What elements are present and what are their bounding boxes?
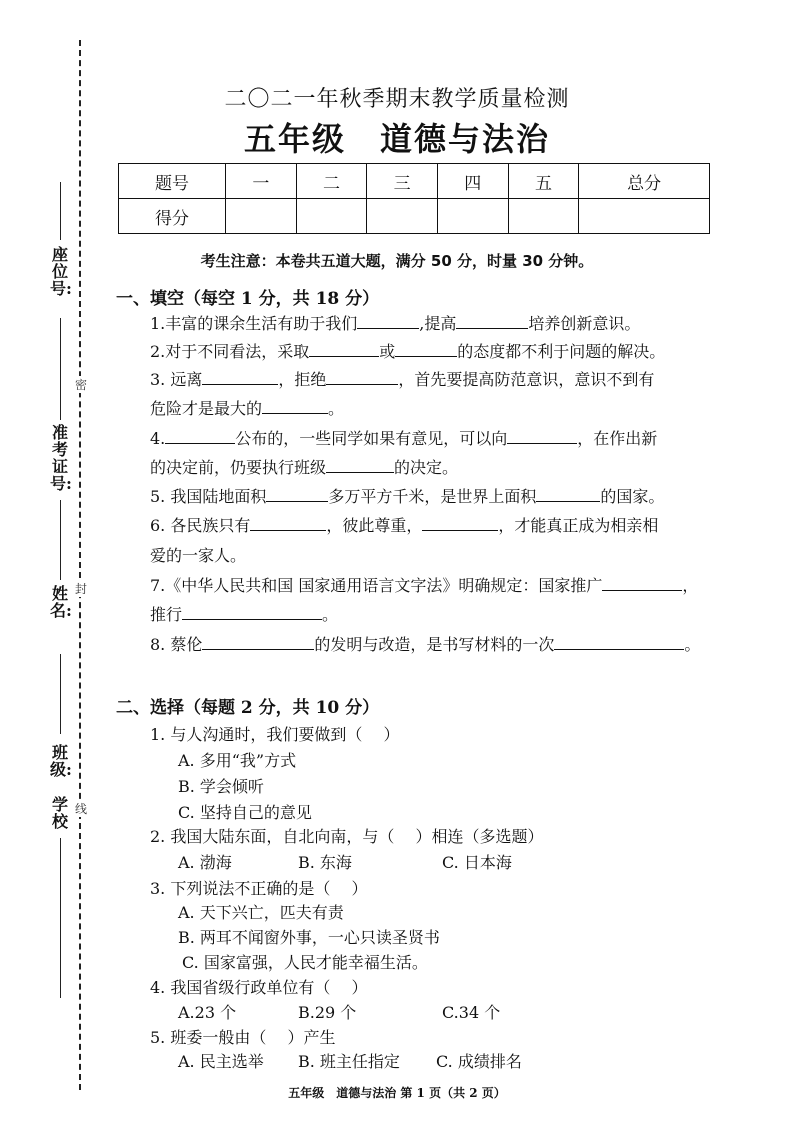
section2-heading: 二、选择（每题 2 分，共 10 分） [116,698,380,718]
seal-char-feng: 封 [74,582,87,596]
fill-question-6 [150,513,658,536]
section1-heading: 一、填空（每空 1 分，共 18 分） [116,289,380,309]
question-text: ，在作出新 [577,429,658,448]
score-table-header-row [119,164,710,199]
question-text: 培养创新意识。 [528,314,641,333]
answer-blank[interactable] [266,487,328,502]
fill-question-1 [150,311,640,334]
question-text: 。 [684,635,701,654]
choice-option[interactable]: A. 渤海 [178,853,232,872]
question-text: 或 [379,342,396,361]
question-text: 。 [328,399,345,418]
score-header-cell: 总分 [579,164,710,199]
question-text: ，首先要提高防范意识，意识不到有 [398,370,655,389]
school-line[interactable] [60,838,61,998]
choice-option[interactable]: C.34 个 [442,1003,501,1022]
question-text: 的决定前，仍要执行班级 [150,458,327,477]
question-text: ，彼此尊重， [326,516,423,535]
question-text: 8. 蔡伦 [150,635,203,654]
answer-blank[interactable] [165,429,235,444]
score-cell[interactable] [508,199,579,234]
question-text: 4. [150,429,166,448]
class-label: 班级: [50,743,72,779]
choice-question-4: 4. 我国省级行政单位有（ ） [150,978,368,997]
choice-option[interactable]: B. 东海 [298,853,352,872]
fill-question-3-cont [150,396,344,419]
score-header-cell: 二 [296,164,367,199]
score-header-cell: 五 [508,164,579,199]
question-text: 5. 我国陆地面积 [150,487,267,506]
answer-blank[interactable] [250,516,326,531]
class-line[interactable] [60,654,61,734]
choice-option[interactable]: C. 成绩排名 [436,1052,522,1071]
score-table-score-row [119,199,710,234]
seat-number-line[interactable] [60,182,61,240]
fill-question-4-cont [150,455,458,478]
answer-blank[interactable] [422,516,498,531]
exam-notice: 考生注意：本卷共五道大题，满分 50 分，时量 30 分钟。 [200,252,594,270]
fill-question-7-cont [150,602,338,625]
choice-option[interactable]: A. 民主选举 [178,1052,264,1071]
question-text: 爱的一家人。 [150,546,247,565]
choice-option[interactable]: C. 坚持自己的意见 [178,803,312,822]
seat-number-label: 座位号: [50,245,72,298]
choice-option[interactable]: B.29 个 [298,1003,357,1022]
answer-blank[interactable] [202,370,278,385]
question-text: 的态度都不利于问题的解决。 [457,342,666,361]
question-text: 3. 远离 [150,370,203,389]
choice-option[interactable]: B. 学会倾听 [178,777,264,796]
score-cell[interactable] [296,199,367,234]
answer-blank[interactable] [262,399,328,414]
fill-question-4 [150,426,657,449]
score-row-label: 得分 [119,199,226,234]
school-label: 学校 [51,795,68,831]
question-text: 多万平方千米，是世界上面积 [328,487,537,506]
choice-option[interactable]: A. 多用“我”方式 [178,751,297,770]
fill-question-8 [150,632,700,655]
choice-option[interactable]: A. 天下兴亡，匹夫有责 [178,903,344,922]
choice-option[interactable]: C. 国家富强，人民才能幸福生活。 [182,953,428,972]
choice-option[interactable]: B. 班主任指定 [298,1052,400,1071]
question-text: 推行 [150,605,183,624]
question-text: 的发明与改造，是书写材料的一次 [314,635,555,654]
question-text: 7.《中华人民共和国 国家通用语言文字法》明确规定：国家推广 [150,576,603,595]
score-header-cell: 题号 [119,164,226,199]
seal-char-xian: 线 [74,802,87,816]
answer-blank[interactable] [357,314,419,329]
question-text: 的国家。 [600,487,665,506]
fill-question-5 [150,484,664,507]
question-text: 。 [322,605,339,624]
fill-question-7 [150,573,698,596]
answer-blank[interactable] [456,314,528,329]
exam-number-label: 准考证号: [50,423,72,493]
page-footer: 五年级 道德与法治 第 1 页（共 2 页） [288,1086,506,1100]
question-text: ，才能真正成为相亲相 [498,516,659,535]
name-line[interactable] [60,500,61,580]
answer-blank[interactable] [326,370,398,385]
score-cell[interactable] [579,199,710,234]
choice-question-5: 5. 班委一般由（ ）产生 [150,1028,336,1047]
answer-blank[interactable] [554,635,684,650]
score-cell[interactable] [226,199,297,234]
answer-blank[interactable] [602,576,682,591]
seal-char-mi: 密 [74,378,87,392]
answer-blank[interactable] [309,342,379,357]
choice-question-2: 2. 我国大陆东面，自北向南，与（ ）相连（多选题） [150,827,544,846]
question-text: 公布的，一些同学如果有意见，可以向 [235,429,508,448]
answer-blank[interactable] [395,342,457,357]
exam-title-line1: 二〇二一年秋季期末教学质量检测 [224,87,570,112]
answer-blank[interactable] [182,605,322,620]
score-cell[interactable] [367,199,438,234]
choice-option[interactable]: A.23 个 [178,1003,237,1022]
question-text: ， [682,576,699,595]
fill-question-3 [150,367,654,390]
answer-blank[interactable] [507,429,577,444]
binding-dashed-line [79,40,81,1090]
choice-option[interactable]: B. 两耳不闻窗外事，一心只读圣贤书 [178,928,440,947]
question-text: 危险才是最大的 [150,399,263,418]
score-table [118,163,710,234]
answer-blank[interactable] [536,487,600,502]
question-text: 2.对于不同看法，采取 [150,342,310,361]
score-header-cell: 四 [437,164,508,199]
score-cell[interactable] [437,199,508,234]
question-text: ，拒绝 [278,370,327,389]
choice-question-3: 3. 下列说法不正确的是（ ） [150,879,368,898]
fill-question-6-cont [150,543,246,566]
fill-question-2 [150,339,665,362]
question-text: 的决定。 [394,458,459,477]
exam-number-line[interactable] [60,318,61,420]
exam-title-line2: 五年级 道德与法治 [243,120,550,158]
answer-blank[interactable] [202,635,314,650]
question-text: 1.丰富的课余生活有助于我们 [150,314,358,333]
name-label: 姓名: [50,584,72,620]
choice-question-1: 1. 与人沟通时，我们要做到（ ） [150,725,400,744]
choice-option[interactable]: C. 日本海 [442,853,512,872]
score-header-cell: 一 [226,164,297,199]
question-text: 6. 各民族只有 [150,516,251,535]
score-header-cell: 三 [367,164,438,199]
question-text: ,提高 [419,314,457,333]
answer-blank[interactable] [326,458,394,473]
